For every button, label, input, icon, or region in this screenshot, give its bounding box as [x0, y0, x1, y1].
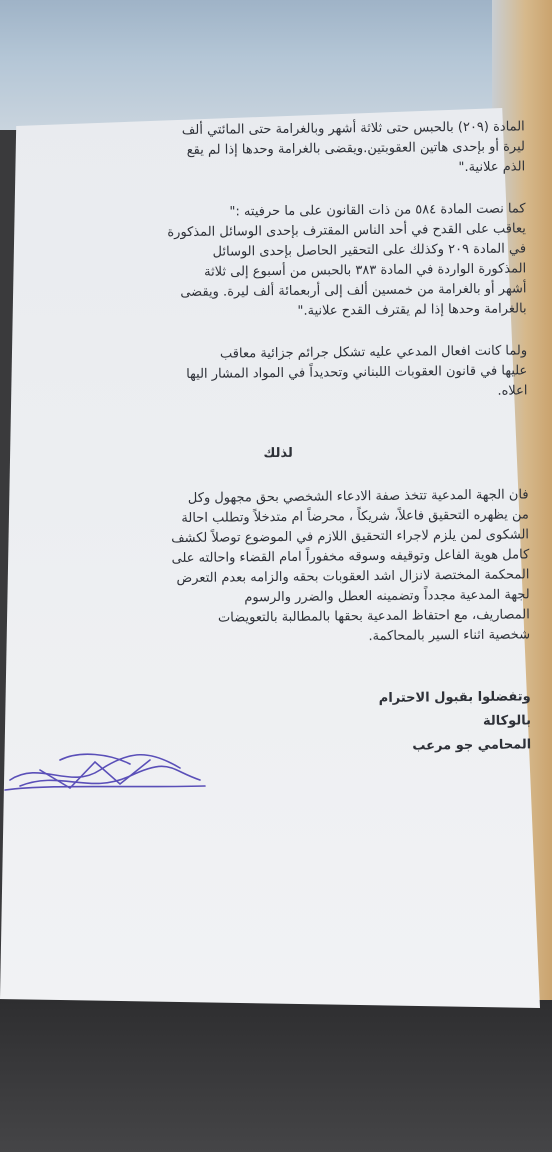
text-line: شخصية اثناء السير بالمحاكمة.	[368, 627, 531, 645]
text-line: كما نصت المادة ٥٨٤ من ذات القانون على ما حرفيته :"	[229, 201, 526, 220]
text-line: ليرة أو بإحدى هاتين العقوبتين.ويقضى بالغرامة وحدها إذا لم يقع	[186, 139, 526, 158]
text-line: اعلاه.	[497, 383, 528, 399]
text-line: الذم علانية."	[458, 159, 526, 176]
text-line: يعاقب على القدح في أحد الناس المقترف بإحدى الوسائل المذكورة	[167, 221, 526, 241]
document-body	[25, 117, 532, 762]
text-line: المحكمة المختصة لانزال اشد العقوبات بحقه والزامه بعدم التعرض	[176, 567, 530, 587]
text-line: المادة (٢٠٩) بالحبس حتى ثلاثة أشهر وبالغرامة حتى المائتي ألف	[181, 119, 525, 138]
text-line: المصاريف، مع احتفاظ المدعية بحقها بالمطالبة بالتعويضات	[217, 607, 530, 626]
text-line: عليها في قانون العقوبات اللبناني وتحديداً في المواد المشار اليها	[186, 363, 528, 382]
closing-capacity: بالوكالة	[482, 713, 532, 729]
text-line: فان الجهة المدعية تتخذ صفة الادعاء الشخصي بحق مجهول وكل	[187, 487, 529, 506]
section-heading: لذلك	[263, 445, 293, 462]
text-line: لجهة المدعية مجدداً وتضمينه العطل والضرر والرسوم	[244, 587, 530, 606]
handwritten-signature	[0, 740, 210, 800]
text-line: كامل هوية الفاعل وتوقيفه وسوقه مخفوراً امام القضاء واحالته على	[171, 547, 530, 567]
text-line: بالغرامة وحدها إذا لم يقترف القدح علانية."	[297, 301, 527, 319]
text-line: أشهر أو بالغرامة من خمسين ألف إلى أربعمائة ألف ليرة. ويقضى	[180, 281, 527, 301]
paragraph-article-584	[26, 199, 527, 324]
paragraph-criminal-acts	[27, 341, 528, 406]
desk-background-bottom	[0, 1000, 552, 1152]
text-line: المذكورة الواردة في المادة ٣٨٣ بالحبس من أسبوع إلى ثلاثة	[204, 261, 527, 280]
text-line: من يظهره التحقيق فاعلاً، شريكاً ، محرضاً ام متدخلاً وتطلب احالة	[181, 507, 529, 527]
closing-greeting: وتفضلوا بقبول الاحترام	[378, 689, 531, 706]
paragraph-requests	[29, 485, 531, 650]
text-line: الشكوى لمن يلزم لاجراء التحقيق اللازم في الموضوع توصلاً لكشف	[171, 527, 530, 547]
text-line: ولما كانت افعال المدعي عليه تشكل جرائم جزائية معاقب	[219, 343, 528, 362]
text-line: في المادة ٢٠٩ وكذلك على التحقير الحاصل بإحدى الوسائل	[212, 241, 527, 260]
paragraph-article-209	[25, 117, 526, 182]
lawyer-name: المحامي جو مرعب	[412, 737, 532, 754]
